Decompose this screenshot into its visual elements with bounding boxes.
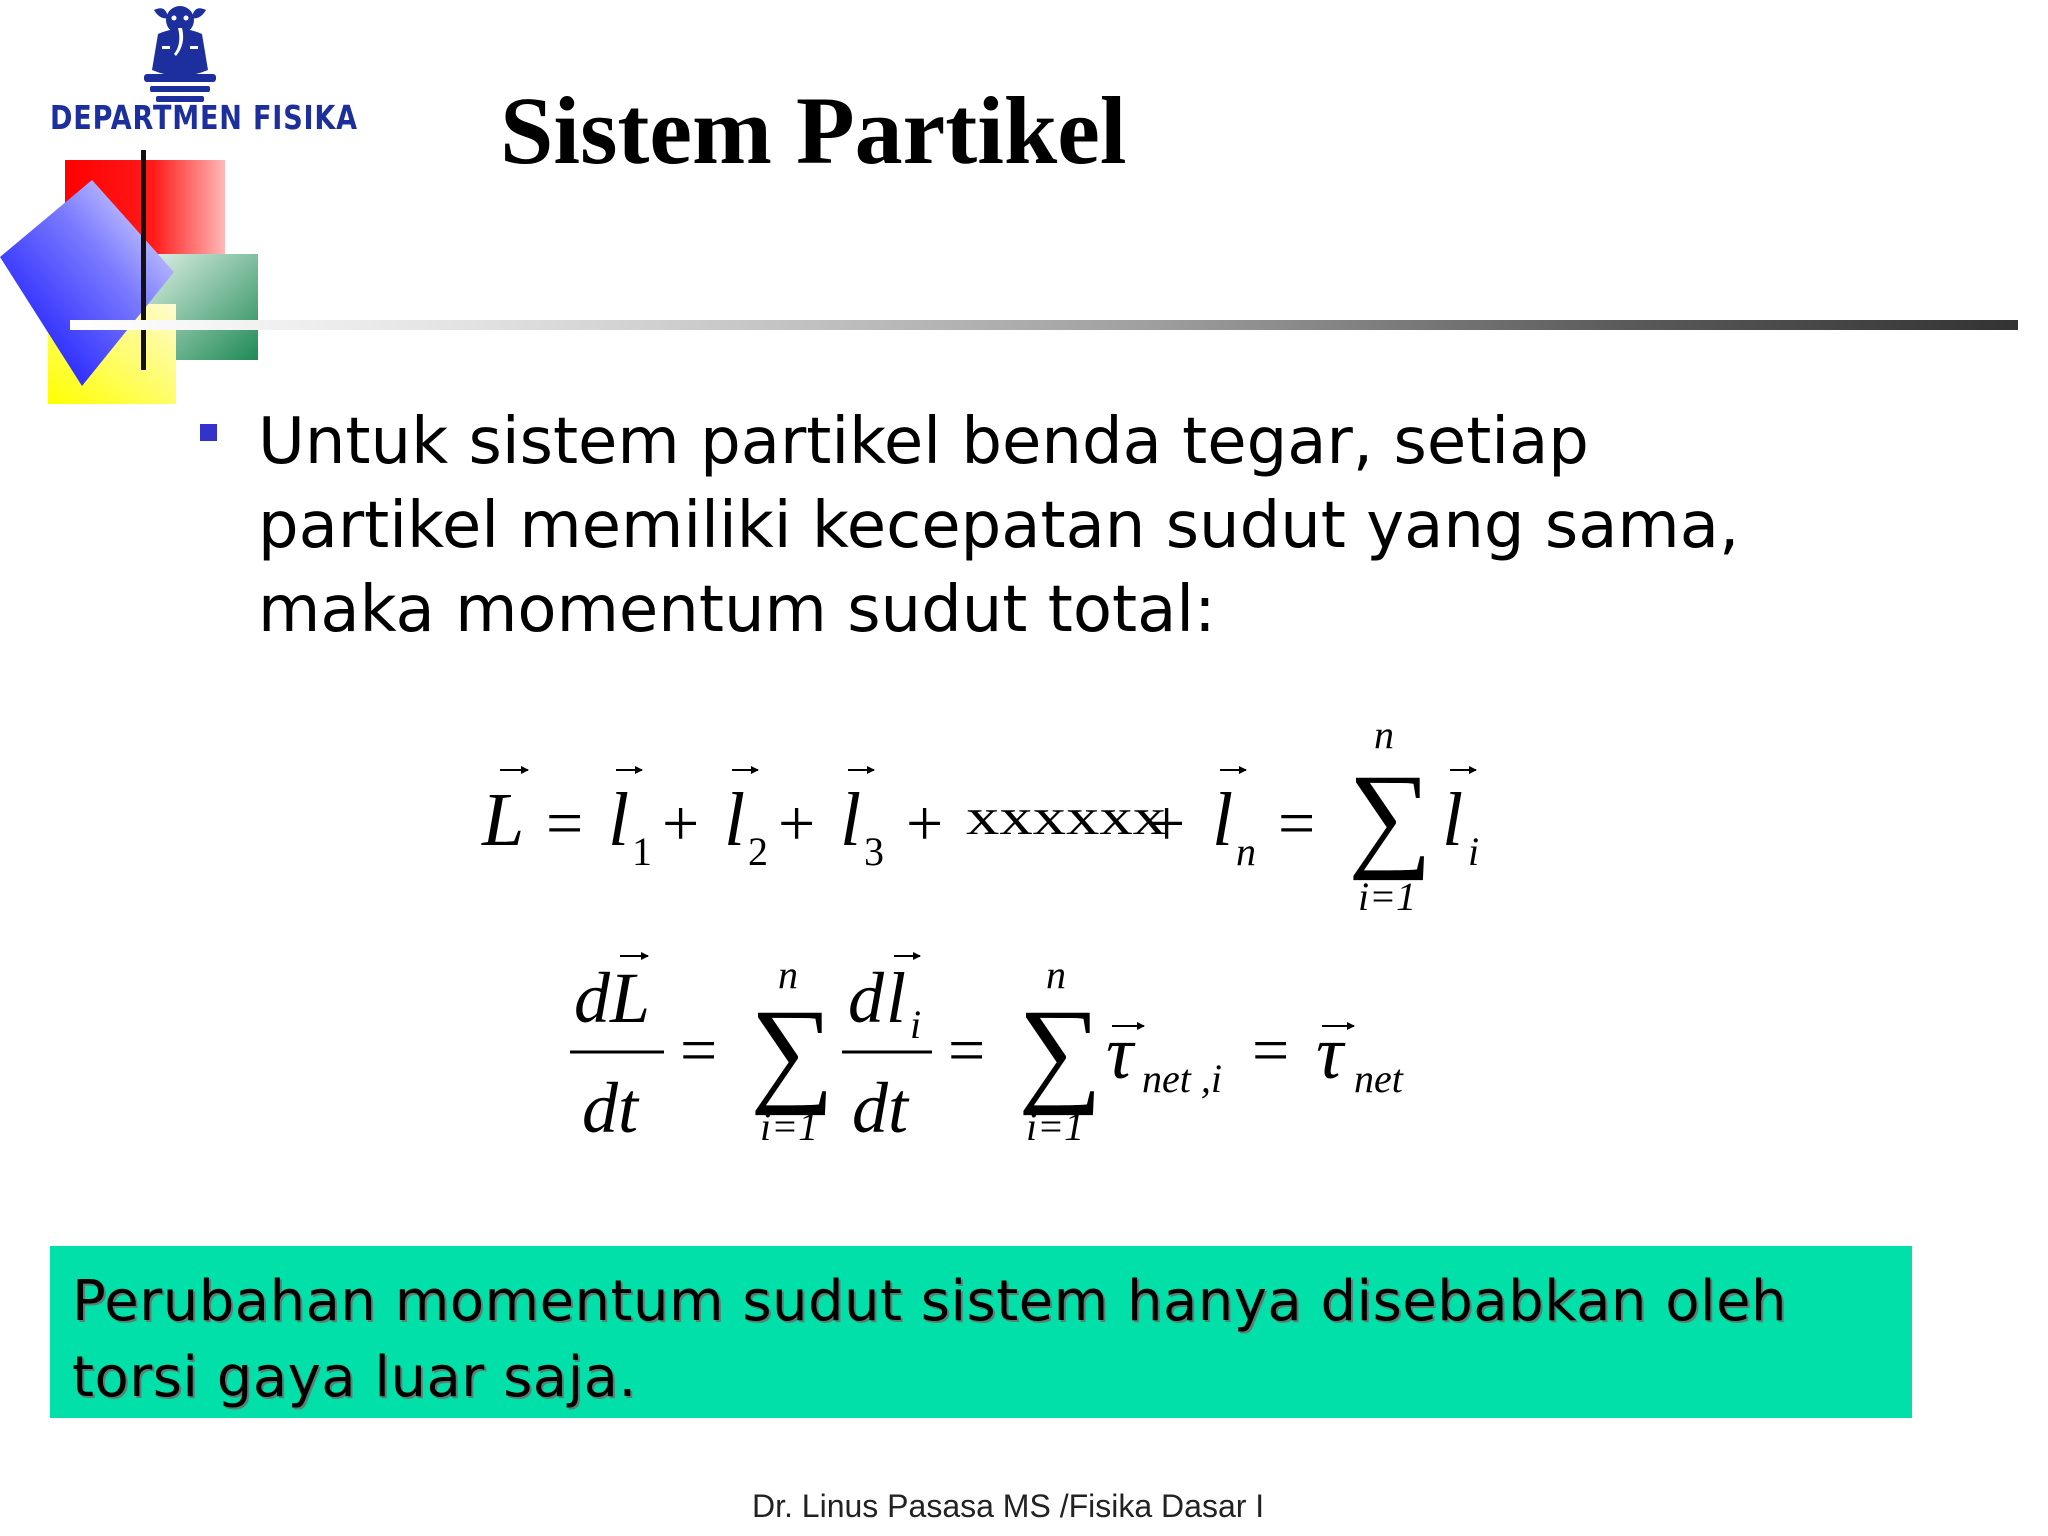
conclusion-line-1: Perubahan momentum sudut sistem hanya disebabkan oleh xyxy=(72,1269,1787,1334)
svg-text:xxxxxx: xxxxxx xyxy=(966,789,1166,846)
svg-text:n: n xyxy=(778,952,798,997)
svg-text:+: + xyxy=(906,787,944,860)
svg-text:i=1: i=1 xyxy=(760,1104,819,1149)
equations xyxy=(470,720,1590,1160)
conclusion-line-2: torsi gaya luar saja. xyxy=(72,1345,637,1410)
svg-text:dt: dt xyxy=(582,1068,639,1148)
title-divider-rule xyxy=(70,320,2018,330)
equation-torque-relation xyxy=(570,952,1404,1149)
conclusion-box xyxy=(50,1246,1912,1418)
svg-text:2: 2 xyxy=(748,829,768,874)
svg-text:d: d xyxy=(574,958,610,1038)
department-name: DEPARTMEN FISIKA xyxy=(50,98,358,137)
decorative-shapes xyxy=(0,150,270,410)
svg-text:=: = xyxy=(1252,1014,1290,1087)
svg-text:∑: ∑ xyxy=(1018,985,1103,1116)
svg-text:=: = xyxy=(948,1014,986,1087)
vertical-bar xyxy=(141,150,146,370)
svg-text:∑: ∑ xyxy=(750,985,835,1116)
slide-title: Sistem Partikel xyxy=(500,77,1127,184)
svg-text:i=1: i=1 xyxy=(1358,874,1417,919)
svg-text:+: + xyxy=(1148,787,1186,860)
svg-text:+: + xyxy=(662,787,700,860)
svg-text:1: 1 xyxy=(632,829,652,874)
department-logo xyxy=(40,0,360,150)
svg-text:n: n xyxy=(1374,720,1394,757)
university-ganesha-emblem-icon xyxy=(138,0,222,104)
svg-text:L: L xyxy=(610,958,651,1038)
svg-text:n: n xyxy=(1046,952,1066,997)
svg-text:dt: dt xyxy=(852,1068,909,1148)
svg-text:d: d xyxy=(848,958,884,1038)
bullet-text: Untuk sistem partikel benda tegar, setiap partikel memiliki kecepatan sudut yang sama, maka momentum sudut total: xyxy=(258,405,1740,647)
svg-text:net: net xyxy=(1354,1056,1403,1101)
svg-text:n: n xyxy=(1236,829,1256,874)
slide-footer: Dr. Linus Pasasa MS /Fisika Dasar I xyxy=(752,1488,1265,1524)
svg-text:∑: ∑ xyxy=(1348,750,1433,881)
svg-text:=: = xyxy=(546,787,584,860)
svg-text:=: = xyxy=(1278,787,1316,860)
svg-text:+: + xyxy=(778,787,816,860)
svg-text:i: i xyxy=(1468,829,1480,874)
svg-text:L: L xyxy=(482,778,525,862)
svg-text:l: l xyxy=(840,778,862,862)
svg-text:τ: τ xyxy=(1106,1011,1134,1095)
svg-text:τ: τ xyxy=(1316,1011,1344,1095)
svg-text:l: l xyxy=(1212,778,1234,862)
svg-text:i=1: i=1 xyxy=(1026,1104,1085,1149)
equation-angular-momentum-sum xyxy=(481,720,1479,919)
svg-text:=: = xyxy=(680,1014,718,1087)
svg-text:l: l xyxy=(724,778,746,862)
svg-text:l: l xyxy=(608,778,630,862)
svg-text:3: 3 xyxy=(864,829,884,874)
svg-text:i: i xyxy=(910,1002,922,1047)
svg-text:net ,i: net ,i xyxy=(1142,1056,1222,1101)
svg-text:l: l xyxy=(1442,778,1464,862)
conclusion-text xyxy=(72,1264,1892,1416)
svg-text:l: l xyxy=(886,958,907,1038)
bullet-marker xyxy=(200,424,217,441)
